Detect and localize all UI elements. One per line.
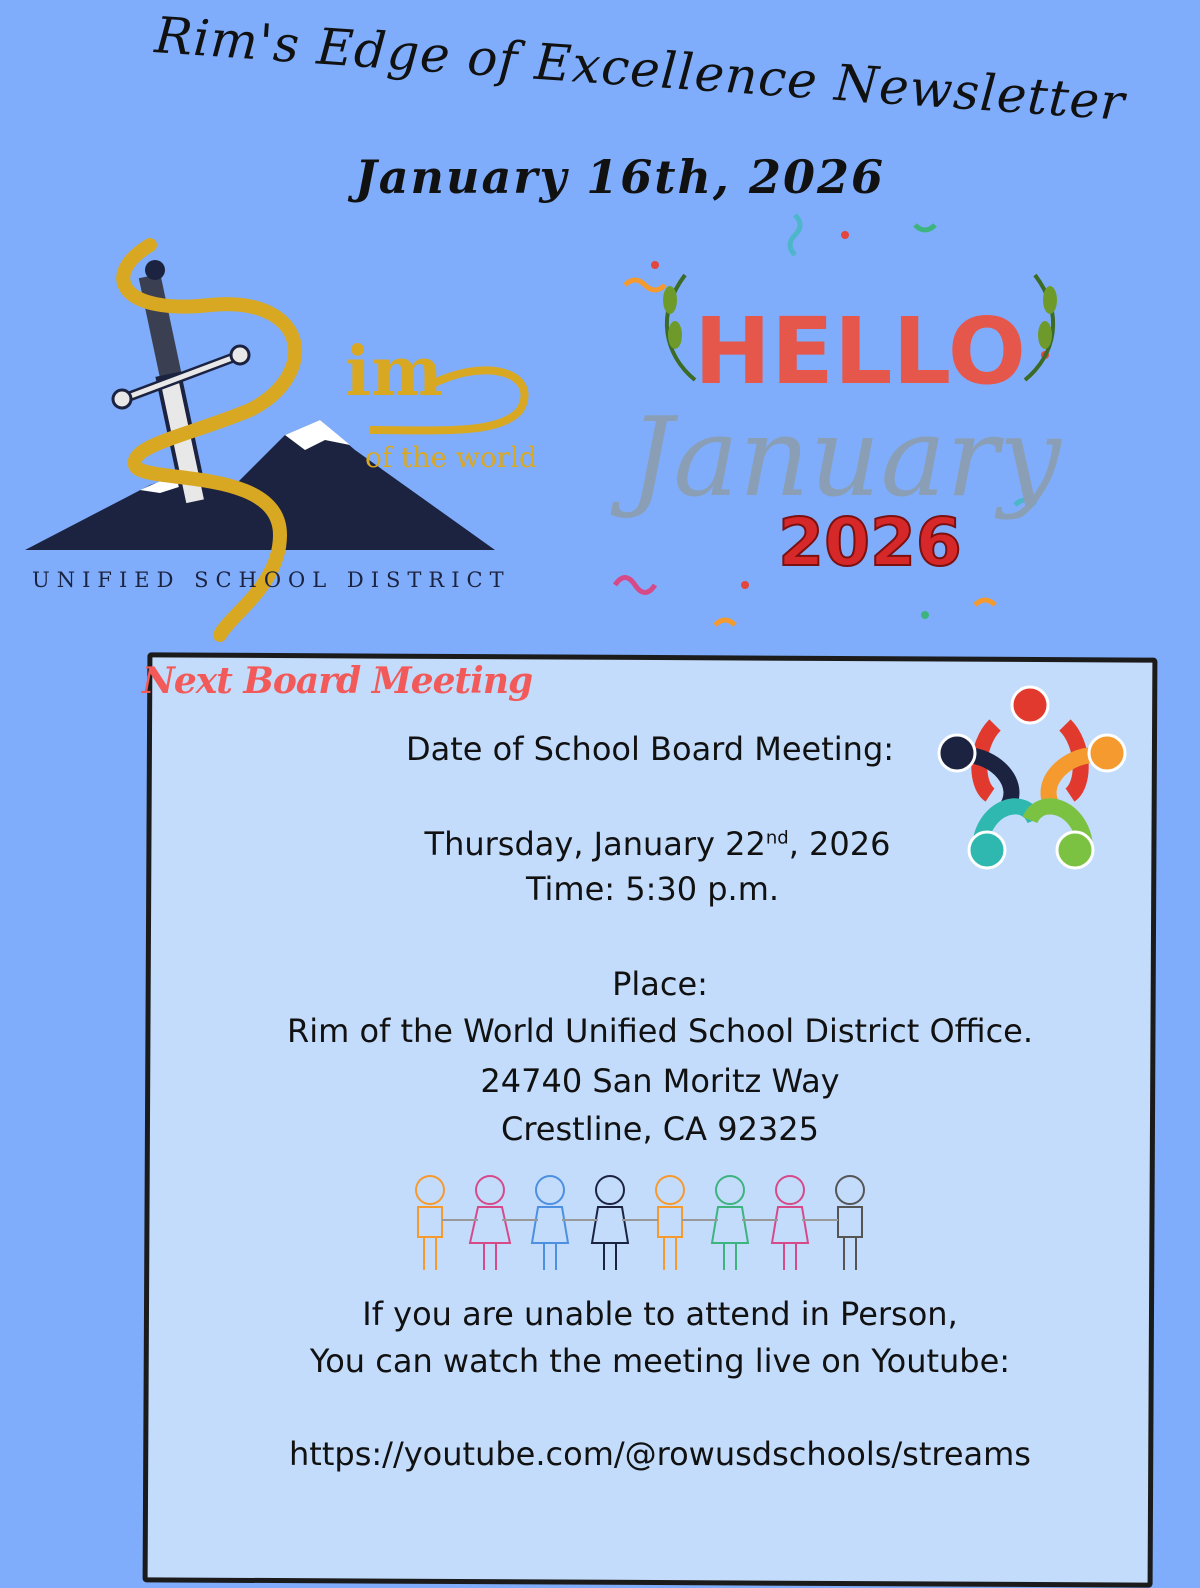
unable-text: If you are unable to attend in Person, <box>362 1295 958 1333</box>
mountain-icon <box>25 420 495 550</box>
date-label: Date of School Board Meeting: <box>405 730 895 768</box>
youtube-link[interactable]: https://youtube.com/@rowusdschools/streams <box>289 1435 1031 1473</box>
district-logo <box>20 235 600 645</box>
address-line1: 24740 San Moritz Way <box>480 1062 840 1100</box>
logo-district-text: UNIFIED SCHOOL DISTRICT <box>32 568 511 592</box>
logo-rim-text: im <box>345 332 443 412</box>
year-2026-text: 2026 <box>778 504 962 581</box>
newsletter-date: January 16th, 2026 <box>354 150 885 204</box>
meeting-time: Time: 5:30 p.m. <box>525 870 780 908</box>
hello-text: HELLO <box>693 298 1027 405</box>
logo-of-the-world-text: of the world <box>365 441 537 474</box>
meeting-date <box>300 825 1015 863</box>
hello-january-graphic <box>595 205 1095 655</box>
place-label: Place: <box>612 965 708 1003</box>
next-board-meeting-heading: Next Board Meeting <box>142 660 533 702</box>
january-text: January <box>629 393 1061 521</box>
kids-holding-hands-icon <box>400 1165 890 1280</box>
place-name: Rim of the World Unified School District Office. <box>286 1012 1034 1050</box>
meeting-day-suffix: nd <box>765 827 789 849</box>
address-line2: Crestline, CA 92325 <box>501 1110 819 1148</box>
watch-text: You can watch the meeting live on Youtube: <box>309 1342 1011 1380</box>
meeting-year: , 2026 <box>788 825 891 863</box>
newsletter-title: Rim's Edge of Excellence Newsletter <box>152 6 1128 132</box>
meeting-day: Thursday, January 22 <box>424 825 766 863</box>
